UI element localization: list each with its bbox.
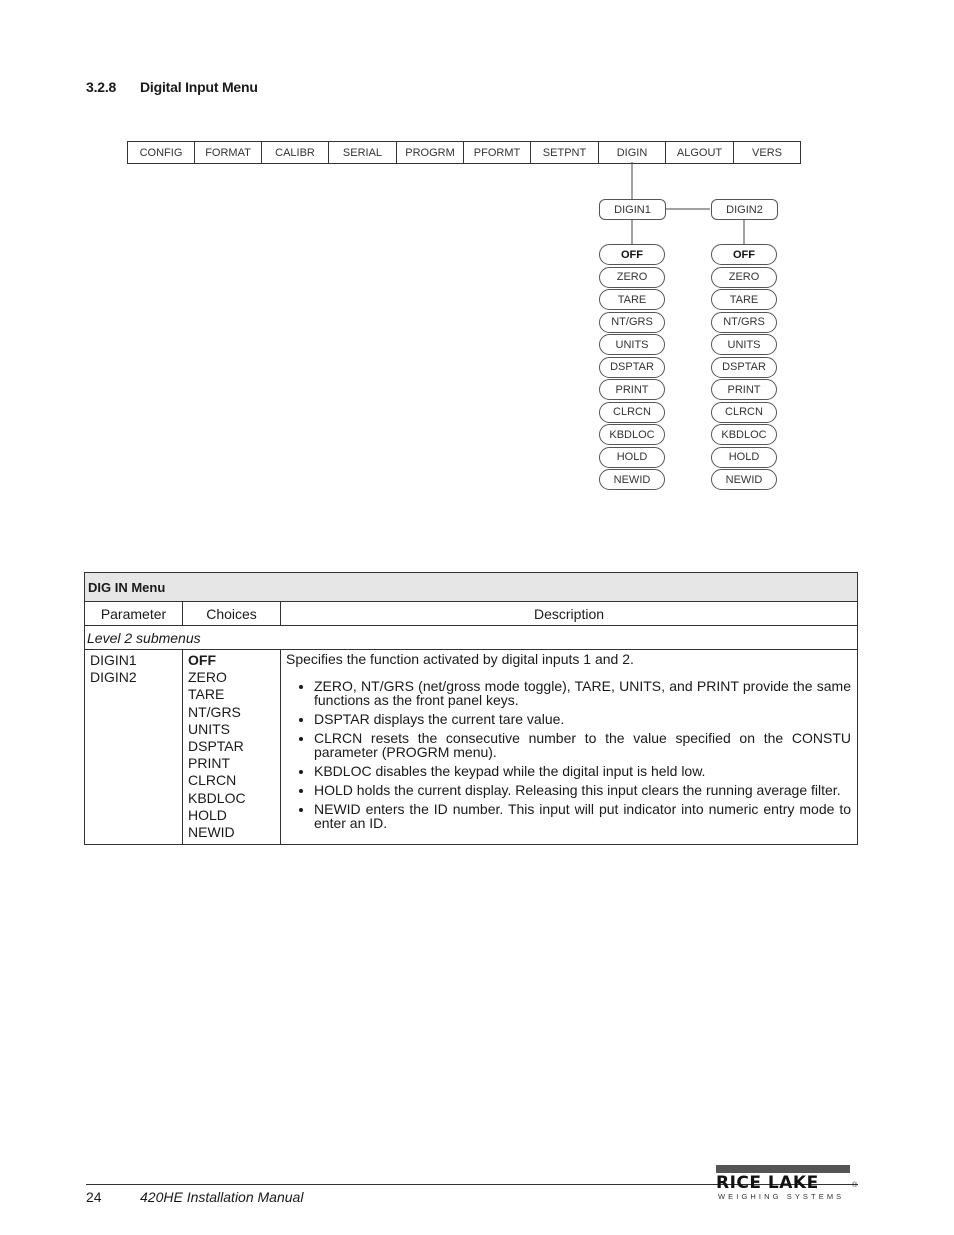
header-choices: Choices: [183, 602, 281, 625]
description-bullet: • CLRCN resets the consecutive number to the value specified on the CONSTU parameter (PROGRM menu).: [314, 731, 851, 759]
section-title: Digital Input Menu: [140, 79, 258, 95]
menu-bar-digin: DIGIN: [599, 142, 666, 163]
header-parameter: Parameter: [85, 602, 183, 625]
dig-in-menu-table: [84, 572, 858, 845]
logo-registered-mark: ®: [852, 1182, 858, 1189]
choice-value-hold: HOLD: [188, 806, 227, 823]
choice-digin2-off: OFF: [711, 244, 777, 265]
description-bullets: [286, 679, 851, 830]
choice-digin1-newid: NEWID: [599, 469, 665, 490]
choice-digin2-print: PRINT: [711, 379, 777, 400]
choice-value-dsptar: DSPTAR: [188, 738, 244, 755]
menu-bar-setpnt: SETPNT: [531, 142, 599, 163]
menu-tree-connectors: [0, 0, 954, 520]
description-bullet: • DSPTAR displays the current tare value.: [314, 712, 851, 726]
submenu-label: Level 2 submenus: [85, 626, 857, 650]
menu-bar-vers: VERS: [734, 142, 801, 163]
parameter-digin1: DIGIN1: [90, 652, 137, 668]
choice-digin2-zero: ZERO: [711, 267, 777, 288]
menu-bar-serial: SERIAL: [329, 142, 397, 163]
menu-node-digin2: DIGIN2: [711, 199, 778, 220]
choice-digin1-off: OFF: [599, 244, 665, 265]
table-header-row: [85, 602, 857, 626]
choice-digin2-dsptar: DSPTAR: [711, 357, 777, 378]
menu-bar-calibr: CALIBR: [262, 142, 329, 163]
menu-bar-algout: ALGOUT: [666, 142, 734, 163]
choice-value-tare: TARE: [188, 686, 225, 703]
choice-digin2-units: UNITS: [711, 334, 777, 355]
menu-bar-progrm: PROGRM: [397, 142, 464, 163]
parameter-digin2: DIGIN2: [90, 669, 137, 685]
choice-digin1-units: UNITS: [599, 334, 665, 355]
description-cell: [281, 650, 857, 844]
manual-title: 420HE Installation Manual: [140, 1189, 304, 1205]
choice-value-clrcn: CLRCN: [188, 772, 237, 789]
choice-value-zero: ZERO: [188, 669, 227, 686]
description-bullet: • KBDLOC disables the keypad while the digital input is held low.: [314, 764, 851, 778]
menu-bar-pformt: PFORMT: [464, 142, 531, 163]
menu-bar-config: CONFIG: [128, 142, 195, 163]
choice-digin2-tare: TARE: [711, 289, 777, 310]
description-bullet: • NEWID enters the ID number. This input will put indicator into numeric entry mode to enter an ID.: [314, 802, 851, 830]
menu-node-digin1: DIGIN1: [599, 199, 666, 220]
choice-digin1-zero: ZERO: [599, 267, 665, 288]
choice-value-kbdloc: KBDLOC: [188, 789, 246, 806]
table-row: [85, 650, 857, 844]
logo-brand: RICE LAKE: [716, 1173, 819, 1193]
logo-bar: [716, 1165, 850, 1173]
choice-digin1-tare: TARE: [599, 289, 665, 310]
description-bullet: • HOLD holds the current display. Releasing this input clears the running average filter.: [314, 783, 851, 797]
choice-digin2-newid: NEWID: [711, 469, 777, 490]
page-number: 24: [86, 1189, 102, 1205]
choice-digin1-print: PRINT: [599, 379, 665, 400]
choice-value-off: OFF: [188, 652, 216, 668]
header-description: Description: [533, 605, 605, 622]
choice-digin2-clrcn: CLRCN: [711, 402, 777, 423]
choice-digin1-clrcn: CLRCN: [599, 402, 665, 423]
choice-value-units: UNITS: [188, 720, 230, 737]
description-intro: Specifies the function activated by digital inputs 1 and 2.: [286, 651, 634, 667]
description-bullet: • ZERO, NT/GRS (net/gross mode toggle), TARE, UNITS, and PRINT provide the same functions as the front panel keys.: [314, 679, 851, 707]
choice-value-print: PRINT: [188, 755, 230, 772]
choice-digin2-nt-grs: NT/GRS: [711, 312, 777, 333]
choice-digin1-hold: HOLD: [599, 447, 665, 468]
choice-digin1-dsptar: DSPTAR: [599, 357, 665, 378]
choice-digin1-nt-grs: NT/GRS: [599, 312, 665, 333]
table-title: DIG IN Menu: [85, 573, 857, 602]
parameter-cell: [85, 650, 183, 844]
section-number: 3.2.8: [86, 79, 117, 95]
choice-digin1-kbdloc: KBDLOC: [599, 424, 665, 445]
menu-bar-format: FORMAT: [195, 142, 262, 163]
choices-cell: [183, 650, 281, 844]
choice-digin2-hold: HOLD: [711, 447, 777, 468]
choice-digin2-kbdloc: KBDLOC: [711, 424, 777, 445]
rice-lake-logo: [714, 1165, 860, 1199]
choice-value-newid: NEWID: [188, 824, 235, 841]
logo-tagline: WEIGHING SYSTEMS: [718, 1192, 845, 1201]
choice-value-nt-grs: NT/GRS: [188, 703, 241, 720]
